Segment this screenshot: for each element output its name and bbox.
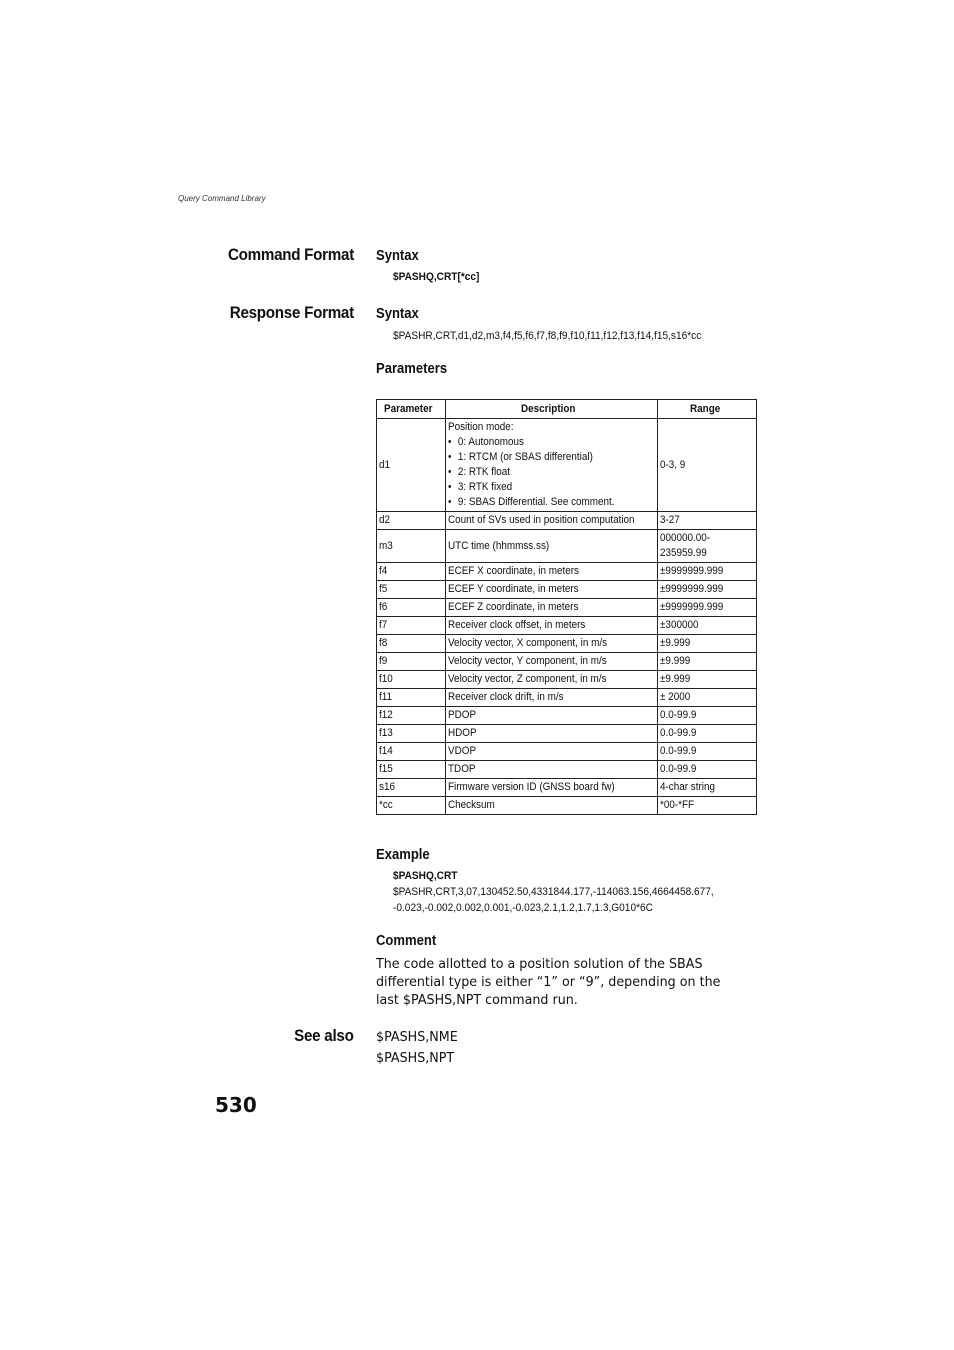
- response-syntax-heading: Syntax: [376, 306, 419, 322]
- range-cell: 4-char string: [658, 779, 757, 797]
- range-cell: ±9.999: [658, 653, 757, 671]
- description-cell: TDOP: [445, 761, 657, 779]
- example-query: $PASHQ,CRT: [393, 870, 458, 882]
- param-cell: f4: [377, 563, 446, 581]
- param-cell: f11: [377, 689, 446, 707]
- command-format-heading: Command Format: [227, 246, 354, 264]
- comment-text: The code allotted to a position solution of the SBAS differential type is either “1” or “9”, depending on the last $PASHS,NPT command run.: [376, 956, 721, 1008]
- see-also-heading: See also: [294, 1027, 354, 1045]
- range-cell: 3-27: [658, 512, 757, 530]
- position-mode-title: Position mode:: [447, 421, 514, 433]
- param-cell: f14: [377, 743, 446, 761]
- table-row: [377, 530, 757, 563]
- description-cell: ECEF Y coordinate, in meters: [445, 581, 657, 599]
- range-cell: 0-3, 9: [658, 419, 757, 512]
- param-cell: d2: [377, 512, 446, 530]
- description-cell: ECEF Z coordinate, in meters: [445, 599, 657, 617]
- column-header-range: Range: [658, 400, 757, 419]
- table-row: [377, 671, 757, 689]
- example-response-line-1: $PASHR,CRT,3,07,130452.50,4331844.177,-114063.156,4664458.677,: [393, 886, 714, 898]
- response-syntax: $PASHR,CRT,d1,d2,m3,f4,f5,f6,f7,f8,f9,f10,f11,f12,f13,f14,f15,s16*cc: [393, 330, 702, 342]
- bullet-item: • 9: SBAS Differential. See comment.: [447, 496, 615, 508]
- bullet-item: • 1: RTCM (or SBAS differential): [447, 451, 593, 463]
- range-cell: 0.0-99.9: [658, 743, 757, 761]
- response-format-heading: Response Format: [229, 304, 354, 322]
- param-cell: d1: [377, 419, 446, 512]
- description-cell: UTC time (hhmmss.ss): [445, 530, 657, 563]
- range-cell: ±9.999: [658, 635, 757, 653]
- table-row: [377, 761, 757, 779]
- bullet-item: • 2: RTK float: [447, 466, 510, 478]
- range-cell: 000000.00- 235959.99: [658, 530, 757, 563]
- table-row: [377, 725, 757, 743]
- column-header-parameter: Parameter: [377, 400, 446, 419]
- table-row: [377, 617, 757, 635]
- description-cell: [445, 419, 657, 512]
- table-row: [377, 512, 757, 530]
- description-cell: Firmware version ID (GNSS board fw): [445, 779, 657, 797]
- description-cell: Velocity vector, X component, in m/s: [445, 635, 657, 653]
- range-cell: *00-*FF: [658, 797, 757, 815]
- range-cell: ±9.999: [658, 671, 757, 689]
- table-row: [377, 689, 757, 707]
- range-cell: ±9999999.999: [658, 581, 757, 599]
- description-cell: PDOP: [445, 707, 657, 725]
- table-row: [377, 599, 757, 617]
- range-cell: ±300000: [658, 617, 757, 635]
- description-cell: VDOP: [445, 743, 657, 761]
- table-row: [377, 743, 757, 761]
- param-cell: f9: [377, 653, 446, 671]
- bullet-item: • 0: Autonomous: [447, 436, 524, 448]
- table-row: [377, 653, 757, 671]
- table-row: [377, 635, 757, 653]
- range-cell: ±9999999.999: [658, 563, 757, 581]
- page-number: 530: [215, 1093, 257, 1117]
- param-cell: f15: [377, 761, 446, 779]
- param-cell: f5: [377, 581, 446, 599]
- table-row: [377, 419, 757, 512]
- param-cell: f13: [377, 725, 446, 743]
- parameters-heading: Parameters: [376, 361, 448, 377]
- table-row: [377, 581, 757, 599]
- example-response-line-2: -0.023,-0.002,0.002,0.001,-0.023,2.1,1.2,1.7,1.3,G010*6C: [393, 902, 653, 914]
- bullet-item: • 3: RTK fixed: [447, 481, 513, 493]
- param-cell: m3: [377, 530, 446, 563]
- range-cell: ± 2000: [658, 689, 757, 707]
- description-cell: HDOP: [445, 725, 657, 743]
- param-cell: f6: [377, 599, 446, 617]
- range-cell: ±9999999.999: [658, 599, 757, 617]
- example-heading: Example: [376, 847, 430, 863]
- table-row: [377, 707, 757, 725]
- param-cell: *cc: [377, 797, 446, 815]
- description-cell: Velocity vector, Y component, in m/s: [445, 653, 657, 671]
- param-cell: f7: [377, 617, 446, 635]
- param-cell: s16: [377, 779, 446, 797]
- see-also-item-npt: $PASHS,NPT: [376, 1050, 455, 1066]
- description-cell: Checksum: [445, 797, 657, 815]
- range-cell: 0.0-99.9: [658, 707, 757, 725]
- table-row: [377, 563, 757, 581]
- table-header-row: [377, 400, 757, 419]
- running-header: Query Command Library: [178, 194, 266, 203]
- see-also-item-nme: $PASHS,NME: [376, 1029, 458, 1045]
- column-header-description: Description: [445, 400, 657, 419]
- param-cell: f8: [377, 635, 446, 653]
- description-cell: Receiver clock offset, in meters: [445, 617, 657, 635]
- description-cell: Receiver clock drift, in m/s: [445, 689, 657, 707]
- range-cell: 0.0-99.9: [658, 761, 757, 779]
- command-syntax-heading: Syntax: [376, 248, 419, 264]
- description-cell: ECEF X coordinate, in meters: [445, 563, 657, 581]
- range-cell: 0.0-99.9: [658, 725, 757, 743]
- parameters-table: [376, 399, 757, 815]
- comment-heading: Comment: [376, 933, 437, 949]
- command-syntax: $PASHQ,CRT[*cc]: [393, 271, 480, 283]
- description-cell: Velocity vector, Z component, in m/s: [445, 671, 657, 689]
- table-row: [377, 797, 757, 815]
- param-cell: f10: [377, 671, 446, 689]
- description-cell: Count of SVs used in position computation: [445, 512, 657, 530]
- param-cell: f12: [377, 707, 446, 725]
- table-row: [377, 779, 757, 797]
